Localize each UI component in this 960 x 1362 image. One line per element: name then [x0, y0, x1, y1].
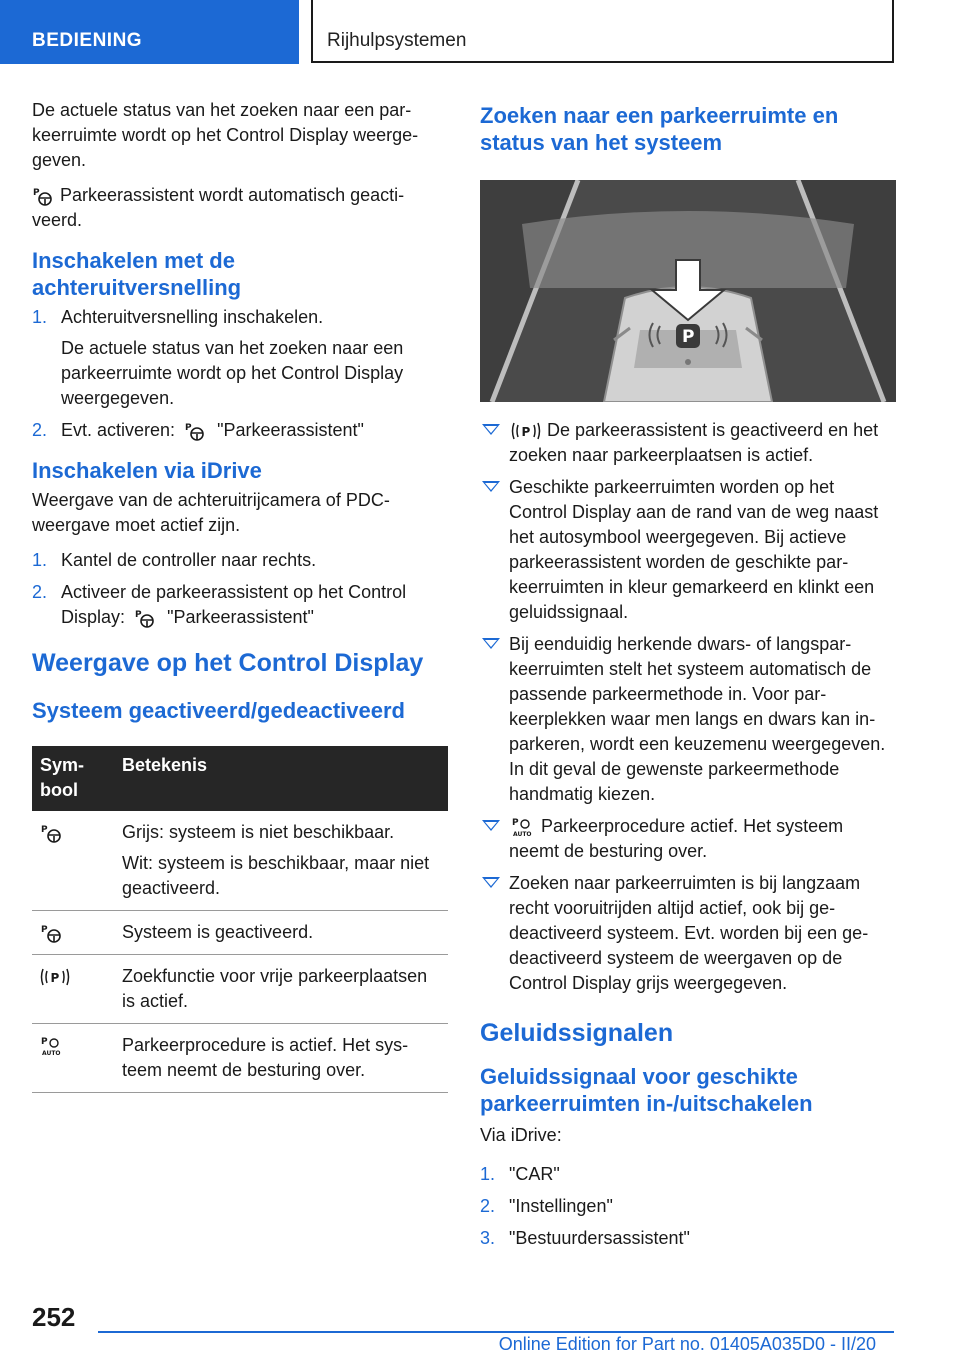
- table-row: P Grijs: systeem is niet beschikbaar. Wit: systeem is beschikbaar, maar niet geactiveerd.: [32, 811, 448, 911]
- col-symbol-header: Symbool: [32, 746, 114, 811]
- idrive-intro: Weergave van de achteruitrijcamera of PDC-weergave moet actief zijn.: [32, 490, 390, 535]
- triangle-bullet-icon: [482, 424, 500, 435]
- list-item: Bij eenduidig herkende dwars- of langsparkeerruimten stelt het systeem automatisch de passende parkeermethode in. Voor parkeerplekken waar men langs en dwars kan inparkeren, wordt een keuzemenu weergegeven. In dit geval de gewenste parkeermethode handmatig kiezen.: [480, 632, 896, 807]
- parking-auto-icon: [40, 1035, 64, 1057]
- list-item: 3. "Bestuurdersassistent": [480, 1228, 690, 1248]
- triangle-bullet-icon: [482, 638, 500, 649]
- list-item: 1. Kantel de controller naar rechts.: [32, 550, 317, 570]
- list-item: 2. "Instellingen": [480, 1196, 613, 1216]
- triangle-bullet-icon: [482, 820, 500, 831]
- heading-sound-signals: Geluidssignalen: [480, 1019, 674, 1047]
- table-row: P Systeem is geactiveerd.: [32, 911, 448, 955]
- svg-text:P: P: [512, 818, 519, 829]
- chapter-tab: [311, 0, 894, 63]
- right-column: [480, 102, 896, 1259]
- svg-text:P: P: [682, 327, 695, 347]
- sound-steps: [480, 1162, 896, 1251]
- svg-text:P: P: [33, 188, 40, 199]
- triangle-bullet-icon: [482, 481, 500, 492]
- parking-auto-icon: [511, 816, 535, 838]
- heading-search-status: Zoeken naar een parkeerruimte en status van het systeem: [480, 103, 839, 155]
- section-tab: [0, 0, 299, 64]
- page-number: 252: [32, 1302, 76, 1332]
- table-row: P Zoekfunctie voor vrije parkeerplaatsen is actief.: [32, 955, 448, 1024]
- list-item: 2. Evt. activeren: P "Parkeerassistent": [32, 420, 364, 440]
- parking-assist-active-icon: [40, 923, 64, 943]
- svg-text:P: P: [41, 825, 48, 836]
- svg-text:P: P: [135, 610, 142, 621]
- heading-idrive: Inschakelen via iDrive: [32, 458, 262, 483]
- table-row: P AUTO Parkeerprocedure is actief. Het systeem neemt de besturing over.: [32, 1024, 448, 1093]
- parking-assist-icon: [32, 186, 54, 206]
- reverse-steps: [32, 305, 448, 443]
- status-bullets: [480, 418, 896, 996]
- svg-text:P: P: [521, 425, 531, 440]
- idrive-steps: [32, 548, 448, 630]
- parking-search-icon: [40, 966, 70, 988]
- list-item: 2. Activeer de parkeerassistent op het Control Display: P "Parkeerassistent": [32, 582, 407, 627]
- parking-search-icon: [511, 420, 541, 442]
- list-item: 1. "CAR": [480, 1164, 560, 1184]
- svg-text:AUTO: AUTO: [42, 1050, 61, 1058]
- chapter-title: Rijhulpsystemen: [327, 30, 467, 51]
- symbol-table: [32, 746, 448, 1093]
- heading-sound-toggle: Geluidssignaal voor geschikte parkeerruimten in-/uitschakelen: [480, 1064, 813, 1116]
- section-title: BEDIENING: [32, 30, 143, 51]
- svg-text:P: P: [41, 925, 48, 936]
- intro-paragraph: De actuele status van het zoeken naar een parkeerruimte wordt op het Control Display weergegeven.: [32, 100, 419, 170]
- left-column: [32, 98, 448, 1093]
- car-parking-search-illustration: [480, 180, 896, 402]
- svg-text:AUTO: AUTO: [513, 831, 532, 839]
- list-item: 1. Achteruitversnelling inschakelen. De actuele status van het zoeken naar een parkeerruimte wordt op het Control Display weergegeven.: [32, 307, 404, 408]
- parking-assist-icon: [134, 608, 156, 628]
- list-item: P De parkeerassistent is geactiveerd en het zoeken naar parkeerplaatsen is actief.: [480, 418, 896, 468]
- svg-text:P: P: [50, 971, 60, 986]
- heading-control-display: Weergave op het Control Display: [32, 649, 424, 677]
- triangle-bullet-icon: [482, 877, 500, 888]
- parking-assist-icon: [184, 421, 206, 441]
- parking-assist-grey-icon: [40, 823, 64, 843]
- footer-divider: [98, 1331, 894, 1333]
- svg-text:P: P: [41, 1037, 48, 1048]
- heading-reverse-gear: Inschakelen met de achteruitversnelling: [32, 248, 242, 300]
- table-header-row: [32, 746, 448, 811]
- col-meaning-header: Betekenis: [114, 746, 448, 811]
- svg-text:P: P: [185, 423, 192, 434]
- list-item: P AUTO Parkeerprocedure actief. Het systeem neemt de besturing over.: [480, 814, 896, 864]
- list-item: Geschikte parkeerruimten worden op het Control Display aan de rand van de weg naast het autosymbool weergegeven. Bij actieve parkeerassistent worden de geschikte parkeerruimten in kleur gemarkeerd en klinkt een geluidssignaal.: [480, 475, 896, 625]
- heading-system-status: Systeem geactiveerd/gedeactiveerd: [32, 698, 405, 723]
- list-item: Zoeken naar parkeerruimten is bij langzaam recht vooruitrijden altijd actief, ook bij gedeactiveerd systeem. Evt. worden bij een gedeactiveerd systeem de weergaven op de Control Display grijs weergegeven.: [480, 871, 896, 996]
- edition-link[interactable]: Online Edition for Part no. 01405A035D0 - II/20: [498, 1334, 876, 1354]
- via-idrive: Via iDrive:: [480, 1125, 562, 1145]
- auto-activation-paragraph: P Parkeerassistent wordt automatisch geactiveerd.: [32, 185, 405, 230]
